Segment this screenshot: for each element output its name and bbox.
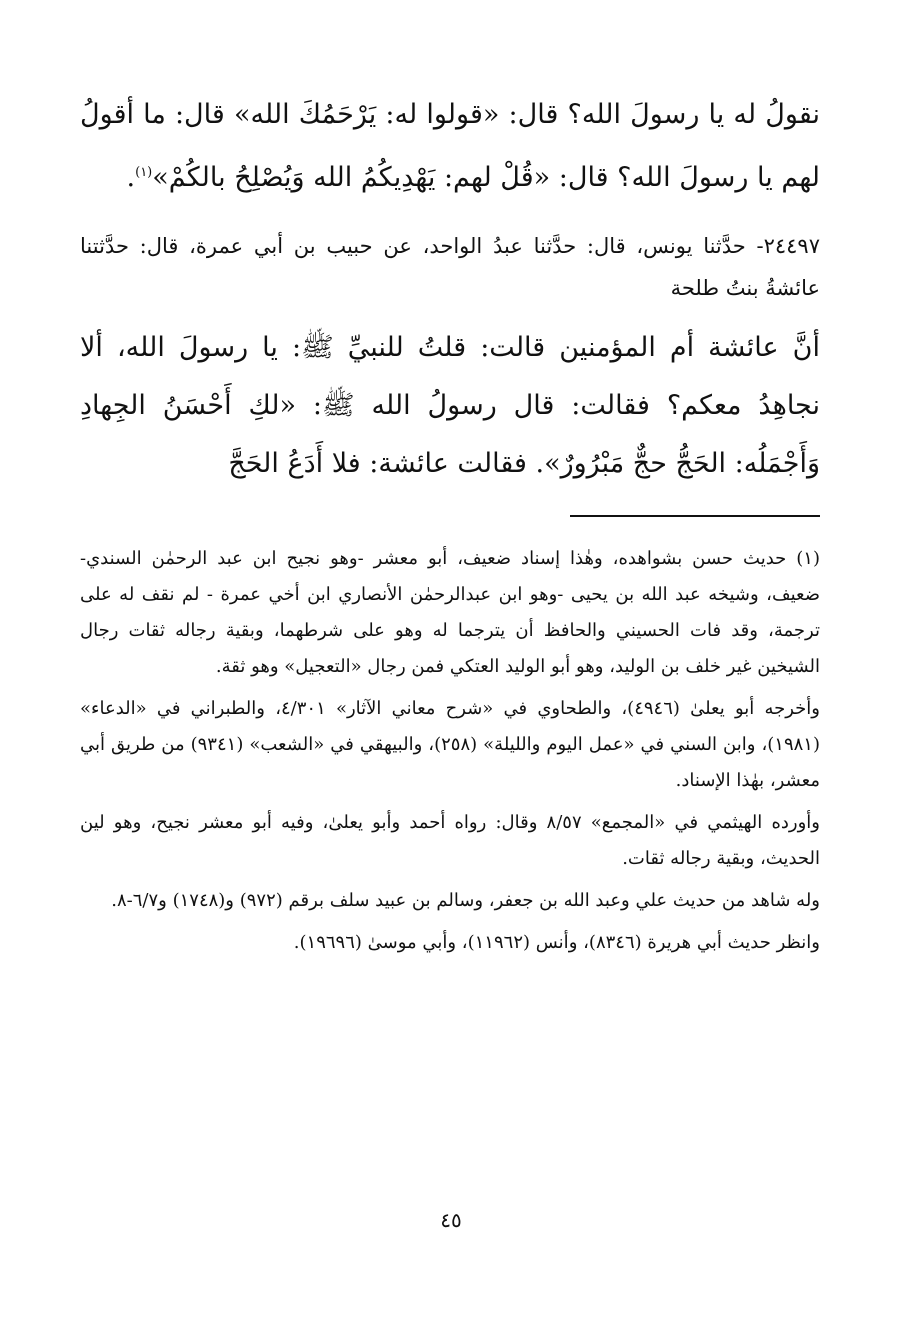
hadith-isnad: ٢٤٤٩٧- حدَّثنا يونس، قال: حدَّثنا عبدُ الواحد، عن حبيب بن أبي عمرة، قال: حدَّثتنا عائشةُ بنتُ طلحة <box>80 234 820 300</box>
document-page <box>80 80 820 1280</box>
footnote-haythami: وأورده الهيثمي في «المجمع» ٨/٥٧ وقال: رواه أحمد وأبو يعلىٰ، وفيه أبو معشر نجيح، وهو لين الحديث، وبقية رجاله ثقات. <box>80 812 820 869</box>
paragraph-text: نقولُ له يا رسولَ الله؟ قال: «قولوا له: يَرْحَمُكَ الله» قال: ما أقولُ لهم يا رسولَ الله؟ قال: «قُلْ لهم: يَهْدِيكُمُ الله وَيُصْلِحُ بالكُمْ» <box>80 99 820 193</box>
page-number: ٤٥ <box>440 1208 462 1232</box>
footnotes-section <box>80 541 820 961</box>
paragraph-end-punctuation: . <box>126 162 136 193</box>
footnote-marker: (١) <box>135 165 153 180</box>
footnote-shawahid: وله شاهد من حديث علي وعبد الله بن جعفر، وسالم بن عبيد سلف برقم (٩٧٢) و(١٧٤٨) و٦/٧-٨. <box>111 890 820 911</box>
main-paragraph-continuation <box>80 86 820 207</box>
hadith-matn: أنَّ عائشة أم المؤمنين قالت: قلتُ للنبيِّ ﷺ: يا رسولَ الله، ألا نجاهِدُ معكم؟ فقالت: قال رسولُ الله ﷺ: «لكِ أَحْسَنُ الجِهادِ وَأَجْمَلُه: الحَجُّ حجٌّ مَبْرُورٌ». فقالت عائشة: فلا أَدَعُ الحَجَّ <box>80 332 820 479</box>
footnote-1: (١) حديث حسن بشواهده، وهٰذا إسناد ضعيف، أبو معشر -وهو نجيح ابن عبد الرحمٰن السندي- ضعيف، وشيخه عبد الله بن يحيى -وهو ابن عبدالرحمٰن الأنصاري ابن أخي عمرة - لم نقف له على ترجمة، وقد فات الحسيني والحافظ أن يترجما له وهو على شرطهما، وبقية رجاله ثقات رجال الشيخين غير خلف بن الوليد، وهو أبو الوليد العتكي فمن رجال «التعجيل» وهو ثقة. <box>80 548 820 677</box>
footnote-divider <box>570 515 820 517</box>
footnote-takhrij: وأخرجه أبو يعلىٰ (٤٩٤٦)، والطحاوي في «شرح معاني الآثار» ٤/٣٠١، والطبراني في «الدعاء» (١٩٨١)، وابن السني في «عمل اليوم والليلة» (٢٥٨)، والبيهقي في «الشعب» (٩٣٤١) من طريق أبي معشر، بهٰذا الإسناد. <box>80 698 820 791</box>
footnote-cross-reference: وانظر حديث أبي هريرة (٨٣٤٦)، وأنس (١١٩٦٢)، وأبي موسىٰ (١٩٦٩٦). <box>293 932 820 953</box>
